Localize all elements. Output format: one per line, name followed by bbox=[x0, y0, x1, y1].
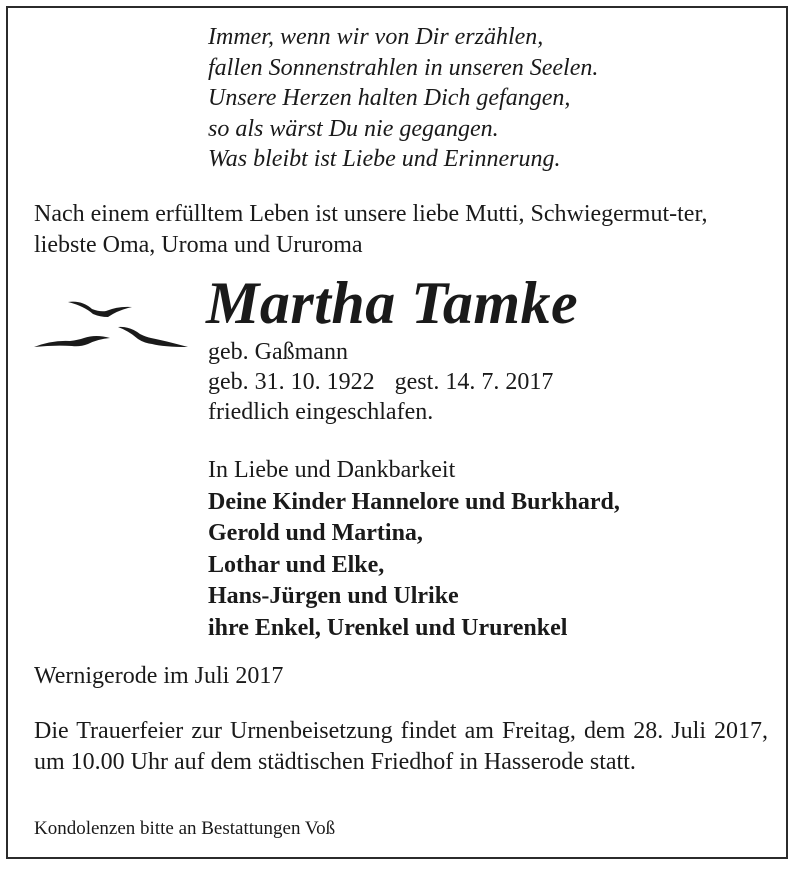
family-line: Gerold und Martina, bbox=[208, 520, 423, 546]
family-line: Deine Kinder Hannelore und Burkhard, bbox=[208, 488, 620, 515]
bird-shape bbox=[68, 302, 132, 317]
poem-line: so als wärst Du nie gegangen. bbox=[208, 115, 499, 142]
bird-shape bbox=[118, 327, 188, 347]
poem-line: Immer, wenn wir von Dir erzählen, bbox=[208, 24, 544, 50]
birds-icon bbox=[34, 290, 194, 360]
life-dates bbox=[208, 367, 553, 397]
poem bbox=[208, 22, 598, 175]
death-date: gest. 14. 7. 2017 bbox=[394, 369, 554, 395]
family-line: Hans-Jürgen und Ulrike bbox=[208, 583, 459, 609]
family-line: Lothar und Elke, bbox=[208, 551, 385, 578]
family-line: ihre Enkel, Urenkel und Ururenkel bbox=[208, 614, 568, 641]
place-date: Wernigerode im Juli 2017 bbox=[34, 663, 284, 689]
deceased-details bbox=[208, 337, 553, 427]
bird-shape bbox=[34, 336, 110, 347]
death-note: friedlich eingeschlafen. bbox=[208, 399, 434, 425]
funeral-info: Die Trauerfeier zur Urnenbeisetzung findet am Freitag, dem 28. Juli 2017, um 10.00 Uhr auf dem städtischen Friedhof in Hasserode statt. bbox=[34, 718, 768, 775]
family-block bbox=[208, 455, 620, 644]
poem-line: Unsere Herzen halten Dich gefangen, bbox=[208, 85, 571, 111]
birth-date: geb. 31. 10. 1922 bbox=[208, 369, 375, 395]
family-intro: In Liebe und Dankbarkeit bbox=[208, 457, 456, 483]
maiden-name: geb. Gaßmann bbox=[208, 339, 348, 365]
condolence-note: Kondolenzen bitte an Bestattungen Voß bbox=[34, 818, 336, 839]
deceased-name: Martha Tamke bbox=[206, 270, 579, 336]
poem-line: Was bleibt ist Liebe und Erinnerung. bbox=[208, 146, 561, 172]
poem-line: fallen Sonnenstrahlen in unseren Seelen. bbox=[208, 54, 599, 81]
intro-text: Nach einem erfülltem Leben ist unsere liebe Mutti, Schwiegermut-ter, liebste Oma, Uroma und Ururoma bbox=[34, 201, 708, 258]
